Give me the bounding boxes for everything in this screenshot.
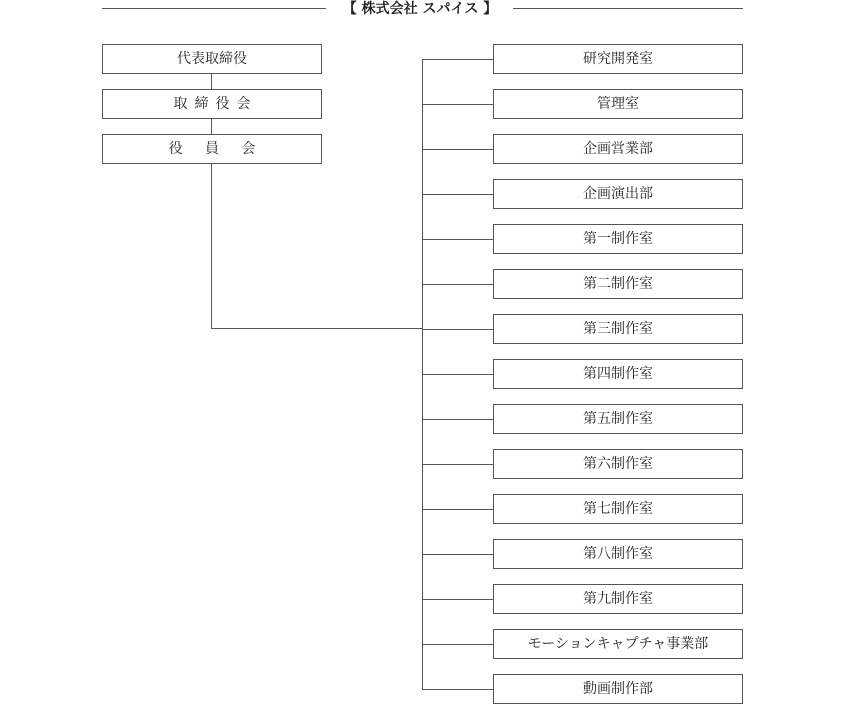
connector-exec-to-trunk	[211, 328, 423, 329]
connector-exec-down	[211, 164, 212, 328]
dept-box-motion-capture: モーションキャプチャ事業部	[493, 629, 743, 659]
dept-box-planning-sales: 企画営業部	[493, 134, 743, 164]
org-chart-header	[102, 0, 743, 18]
dept-box-administration: 管理室	[493, 89, 743, 119]
dept-box-video-production: 動画制作部	[493, 674, 743, 704]
dept-box-production-9: 第九制作室	[493, 584, 743, 614]
branch-dept-5	[422, 239, 493, 240]
dept-box-production-5: 第五制作室	[493, 404, 743, 434]
branch-dept-1	[422, 59, 493, 60]
connector-exec-2	[211, 119, 212, 134]
dept-box-production-2: 第二制作室	[493, 269, 743, 299]
exec-box-representative-director: 代表取締役	[102, 44, 322, 74]
branch-dept-11	[422, 509, 493, 510]
connector-exec-1	[211, 74, 212, 89]
branch-dept-12	[422, 554, 493, 555]
company-title: 【 株式会社 スパイス 】	[342, 1, 498, 17]
dept-box-production-4: 第四制作室	[493, 359, 743, 389]
branch-dept-10	[422, 464, 493, 465]
branch-dept-2	[422, 104, 493, 105]
branch-dept-3	[422, 149, 493, 150]
branch-dept-6	[422, 284, 493, 285]
header-rule-right	[513, 8, 743, 9]
dept-box-production-8: 第八制作室	[493, 539, 743, 569]
branch-dept-15	[422, 689, 493, 690]
branch-dept-4	[422, 194, 493, 195]
branch-dept-13	[422, 599, 493, 600]
dept-box-production-3: 第三制作室	[493, 314, 743, 344]
dept-box-planning-direction: 企画演出部	[493, 179, 743, 209]
branch-dept-8	[422, 374, 493, 375]
dept-box-research-development: 研究開発室	[493, 44, 743, 74]
dept-box-production-7: 第七制作室	[493, 494, 743, 524]
exec-box-board-of-directors: 取締役会	[102, 89, 322, 119]
dept-box-production-1: 第一制作室	[493, 224, 743, 254]
branch-dept-9	[422, 419, 493, 420]
branch-dept-7	[422, 329, 493, 330]
branch-dept-14	[422, 644, 493, 645]
exec-box-officers-meeting: 役員会	[102, 134, 322, 164]
dept-box-production-6: 第六制作室	[493, 449, 743, 479]
header-rule-left	[102, 8, 326, 9]
